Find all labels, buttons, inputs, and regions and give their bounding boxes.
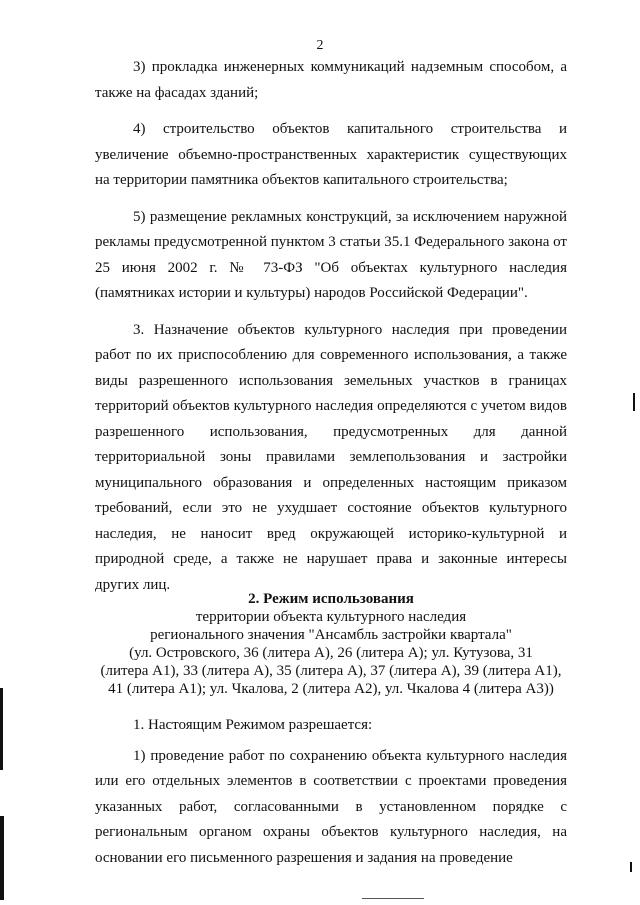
page-number: 2 (316, 38, 324, 53)
heading-line: регионального значения "Ансамбль застройки квартала" (150, 627, 512, 643)
section-2-heading (95, 590, 567, 698)
section-2-title: 2. Режим использования (248, 591, 414, 607)
heading-line: (ул. Островского, 36 (литера А), 26 (литера А); ул. Кутузова, 31 (129, 645, 533, 661)
scan-artifact-mark (630, 862, 632, 872)
heading-line: (литера А1), 33 (литера А), 35 (литера А), 37 (литера А), 39 (литера А1), (100, 663, 562, 679)
paragraph-clause-3: 3. Назначение объектов культурного наследия при проведении работ по их приспособлению для современного использования, а также виды разрешенного использования земельных участков в границах территорий объектов культурного наследия определяются с учетом видов разрешенного использования, предусмотренных для данной территориальной зоны правилами землепользования и застройки муниципального образования и определенных настоящим приказом требований, если это не ухудшает состояние объектов культурного наследия, не наносит вред окружающей историко-культурной и природной среде, а также не нарушает права и законные интересы других лиц. (95, 321, 567, 593)
section-1-body (95, 55, 567, 598)
paragraph-item-5: 5) размещение рекламных конструкций, за исключением наружной рекламы предусмотренной пунктом 3 статьи 35.1 Федерального закона от 25 июня 2002 г. № 73-ФЗ "Об объектах культурного наследия (памятниках истории и культуры) народов Российской Федерации". (95, 208, 567, 301)
heading-line: территории объекта культурного наследия (195, 609, 467, 625)
scan-artifact-mark (0, 816, 4, 900)
scan-artifact-mark (0, 688, 3, 770)
heading-line: 41 (литера А1); ул. Чкалова, 2 (литера А2), ул. Чкалова 4 (литера А3)) (108, 681, 554, 697)
scan-artifact-mark (633, 393, 635, 411)
paragraph-item-1: 1) проведение работ по сохранению объекта культурного наследия или его отдельных элементов в соответствии с проектами проведения указанных работ, согласованными в установленном порядке с региональным органом охраны объектов культурного наследия, на основании его письменного разрешения и задания на проведение (95, 747, 567, 866)
section-2-body (95, 713, 567, 871)
paragraph-item-4: 4) строительство объектов капитального строительства и увеличение объемно-пространственных характеристик существующих на территории памятника объектов капитального строительства; (95, 121, 567, 188)
paragraph-item-3: 3) прокладка инженерных коммуникаций надземным способом, а также на фасадах зданий; (95, 59, 567, 101)
paragraph-clause-1: 1. Настоящим Режимом разрешается: (133, 717, 373, 733)
footer-line (362, 898, 424, 899)
